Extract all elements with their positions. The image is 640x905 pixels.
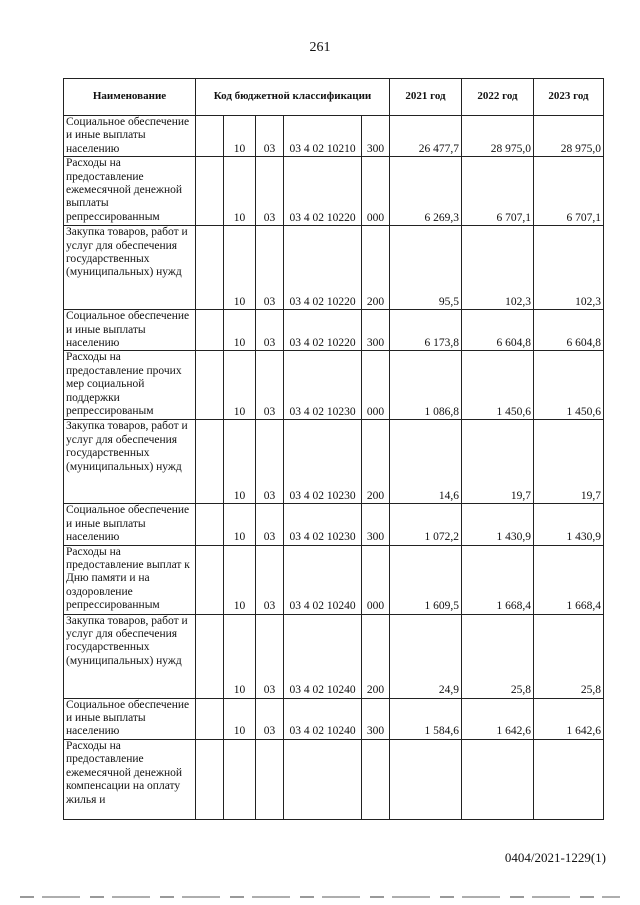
table-body [64,116,604,820]
row-value-2023: 19,7 [534,420,604,504]
row-blank [196,698,224,739]
row-value-2022: 19,7 [462,420,534,504]
row-value-2022: 6 707,1 [462,157,534,226]
row-value-2021: 1 584,6 [390,698,462,739]
row-expense-type: 300 [362,116,390,157]
row-value-2023: 1 668,4 [534,545,604,614]
row-target-code [284,739,362,819]
row-value-2022 [462,739,534,819]
row-blank [196,545,224,614]
row-expense-type: 300 [362,504,390,545]
row-section: 10 [224,420,256,504]
table-row [64,420,604,504]
row-target-code: 03 4 02 10240 [284,614,362,698]
row-value-2021: 1 086,8 [390,351,462,420]
row-value-2021 [390,739,462,819]
row-blank [196,351,224,420]
row-value-2021: 1 609,5 [390,545,462,614]
row-value-2021: 24,9 [390,614,462,698]
table-row [64,116,604,157]
row-subsection: 03 [256,698,284,739]
row-blank [196,420,224,504]
row-blank [196,116,224,157]
row-subsection: 03 [256,504,284,545]
row-subsection: 03 [256,545,284,614]
row-value-2023: 1 642,6 [534,698,604,739]
header-2023: 2023 год [534,79,604,116]
row-subsection: 03 [256,226,284,310]
header-name: Наименование [64,79,196,116]
row-section: 10 [224,698,256,739]
row-blank [196,310,224,351]
row-value-2022: 102,3 [462,226,534,310]
table-header-row [64,79,604,116]
row-subsection: 03 [256,157,284,226]
row-section: 10 [224,310,256,351]
row-name: Расходы на предоставление ежемесячной денежной компенсации на оплату жилья и [64,739,196,819]
table-row [64,614,604,698]
row-blank [196,739,224,819]
row-name: Расходы на предоставление ежемесячной денежной выплаты репрессированным [64,157,196,226]
page-number: 261 [309,40,331,55]
row-name: Социальное обеспечение и иные выплаты населению [64,116,196,157]
table-row [64,157,604,226]
row-value-2021: 95,5 [390,226,462,310]
row-section: 10 [224,504,256,545]
row-value-2021: 26 477,7 [390,116,462,157]
row-section [224,739,256,819]
row-expense-type: 200 [362,226,390,310]
row-value-2022: 6 604,8 [462,310,534,351]
row-section: 10 [224,614,256,698]
row-name: Социальное обеспечение и иные выплаты населению [64,698,196,739]
row-expense-type: 200 [362,420,390,504]
table-row [64,310,604,351]
row-target-code: 03 4 02 10230 [284,351,362,420]
row-expense-type: 000 [362,157,390,226]
row-section: 10 [224,157,256,226]
table-row [64,545,604,614]
row-expense-type: 300 [362,310,390,351]
row-value-2022: 1 450,6 [462,351,534,420]
row-blank [196,226,224,310]
row-value-2023: 6 604,8 [534,310,604,351]
row-name: Расходы на предоставление прочих мер социальной поддержки репрессированым [64,351,196,420]
row-section: 10 [224,226,256,310]
row-value-2021: 1 072,2 [390,504,462,545]
row-target-code: 03 4 02 10220 [284,310,362,351]
row-name: Закупка товаров, работ и услуг для обеспечения государственных (муниципальных) нужд [64,226,196,310]
header-2022: 2022 год [462,79,534,116]
row-expense-type [362,739,390,819]
row-value-2021: 14,6 [390,420,462,504]
row-target-code: 03 4 02 10230 [284,504,362,545]
row-name: Социальное обеспечение и иные выплаты населению [64,504,196,545]
row-target-code: 03 4 02 10240 [284,698,362,739]
row-target-code: 03 4 02 10240 [284,545,362,614]
row-blank [196,614,224,698]
row-expense-type: 000 [362,545,390,614]
row-section: 10 [224,545,256,614]
row-blank [196,504,224,545]
row-name: Расходы на предоставление выплат к Дню памяти и на оздоровление репрессированным [64,545,196,614]
row-section: 10 [224,116,256,157]
row-subsection: 03 [256,310,284,351]
row-section: 10 [224,351,256,420]
row-value-2023 [534,739,604,819]
row-value-2022: 1 642,6 [462,698,534,739]
row-blank [196,157,224,226]
row-name: Закупка товаров, работ и услуг для обеспечения государственных (муниципальных) нужд [64,420,196,504]
document-code: 0404/2021-1229(1) [504,850,606,865]
row-target-code: 03 4 02 10230 [284,420,362,504]
table-row [64,226,604,310]
row-value-2021: 6 269,3 [390,157,462,226]
row-value-2021: 6 173,8 [390,310,462,351]
table-row [64,739,604,819]
row-subsection: 03 [256,351,284,420]
row-expense-type: 000 [362,351,390,420]
row-value-2023: 28 975,0 [534,116,604,157]
row-value-2022: 1 430,9 [462,504,534,545]
row-subsection: 03 [256,116,284,157]
row-target-code: 03 4 02 10210 [284,116,362,157]
row-value-2023: 1 450,6 [534,351,604,420]
row-target-code: 03 4 02 10220 [284,226,362,310]
table-row [64,504,604,545]
table-row [64,351,604,420]
row-value-2023: 6 707,1 [534,157,604,226]
row-expense-type: 300 [362,698,390,739]
row-target-code: 03 4 02 10220 [284,157,362,226]
row-value-2023: 25,8 [534,614,604,698]
budget-table [63,78,604,820]
header-2021: 2021 год [390,79,462,116]
row-name: Социальное обеспечение и иные выплаты населению [64,310,196,351]
row-subsection: 03 [256,614,284,698]
row-name: Закупка товаров, работ и услуг для обеспечения государственных (муниципальных) нужд [64,614,196,698]
row-value-2022: 25,8 [462,614,534,698]
row-value-2023: 1 430,9 [534,504,604,545]
row-subsection [256,739,284,819]
row-value-2023: 102,3 [534,226,604,310]
row-subsection: 03 [256,420,284,504]
row-value-2022: 28 975,0 [462,116,534,157]
header-code: Код бюджетной классификации [196,79,390,116]
row-value-2022: 1 668,4 [462,545,534,614]
scan-edge-artifact [20,896,620,898]
table-row [64,698,604,739]
row-expense-type: 200 [362,614,390,698]
